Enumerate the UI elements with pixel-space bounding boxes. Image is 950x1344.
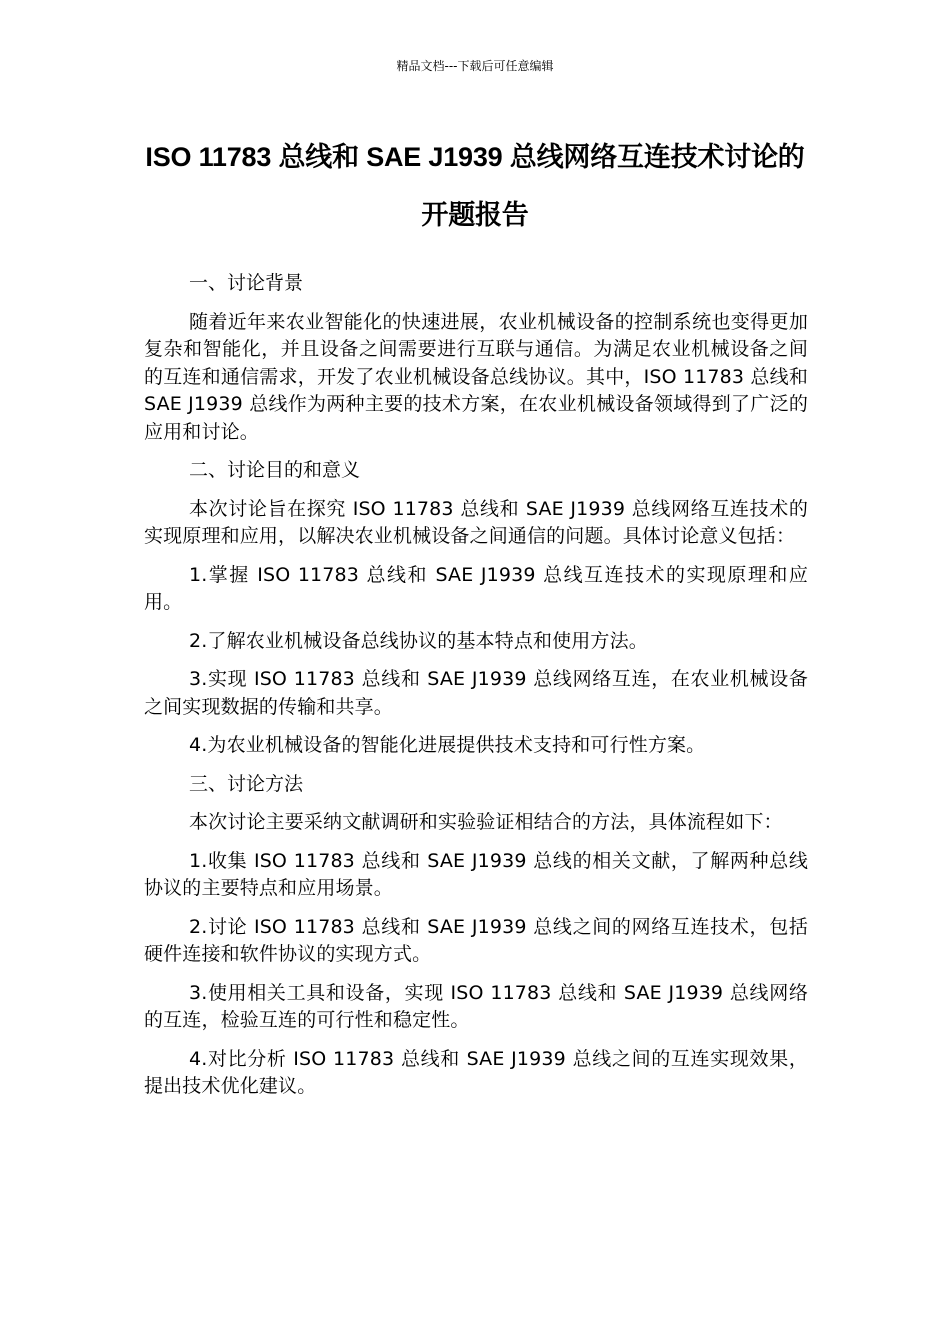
section-heading-method: 三、讨论方法: [189, 772, 304, 795]
purpose-item-1: 1.掌握 ISO 11783 总线和 SAE J1939 总线互连技术的实现原理和应用。: [144, 563, 808, 613]
method-item-4: 4.对比分析 ISO 11783 总线和 SAE J1939 总线之间的互连实现效果，提出技术优化建议。: [144, 1047, 808, 1097]
method-item-3: 3.使用相关工具和设备，实现 ISO 11783 总线和 SAE J1939 总线网络的互连，检验互连的可行性和稳定性。: [144, 981, 808, 1031]
header-note: 精品文档---下载后可任意编辑: [396, 59, 554, 73]
purpose-item-2: 2.了解农业机械设备总线协议的基本特点和使用方法。: [189, 629, 648, 652]
section-heading-purpose: 二、讨论目的和意义: [189, 459, 361, 481]
document-title: ISO 11783 总线和 SAE J1939 总线网络互连技术讨论的开题报告: [145, 142, 805, 230]
purpose-item-4: 4.为农业机械设备的智能化进展提供技术支持和可行性方案。: [189, 734, 706, 756]
method-paragraph: 本次讨论主要采纳文献调研和实验验证相结合的方法，具体流程如下：: [189, 811, 783, 833]
method-item-2: 2.讨论 ISO 11783 总线和 SAE J1939 总线之间的网络互连技术，包括硬件连接和软件协议的实现方式。: [144, 915, 808, 965]
document-body: [144, 270, 808, 1112]
purpose-item-3: 3.实现 ISO 11783 总线和 SAE J1939 总线网络互连，在农业机械设备之间实现数据的传输和共享。: [144, 668, 808, 718]
background-paragraph: 随着近年来农业智能化的快速进展，农业机械设备的控制系统也变得更加复杂和智能化，并且设备之间需要进行互联与通信。为满足农业机械设备之间的互连和通信需求，开发了农业机械设备总线协议。其中，ISO 11783 总线和 SAE J1939 总线作为两种主要的技术方案，在农业机械设备领域得到了广泛的应用和讨论。: [144, 310, 808, 443]
method-item-1: 1.收集 ISO 11783 总线和 SAE J1939 总线的相关文献，了解两种总线协议的主要特点和应用场景。: [144, 849, 808, 899]
section-heading-background: 一、讨论背景: [189, 272, 304, 294]
purpose-paragraph: 本次讨论旨在探究 ISO 11783 总线和 SAE J1939 总线网络互连技术的实现原理和应用，以解决农业机械设备之间通信的问题。具体讨论意义包括：: [144, 497, 808, 547]
